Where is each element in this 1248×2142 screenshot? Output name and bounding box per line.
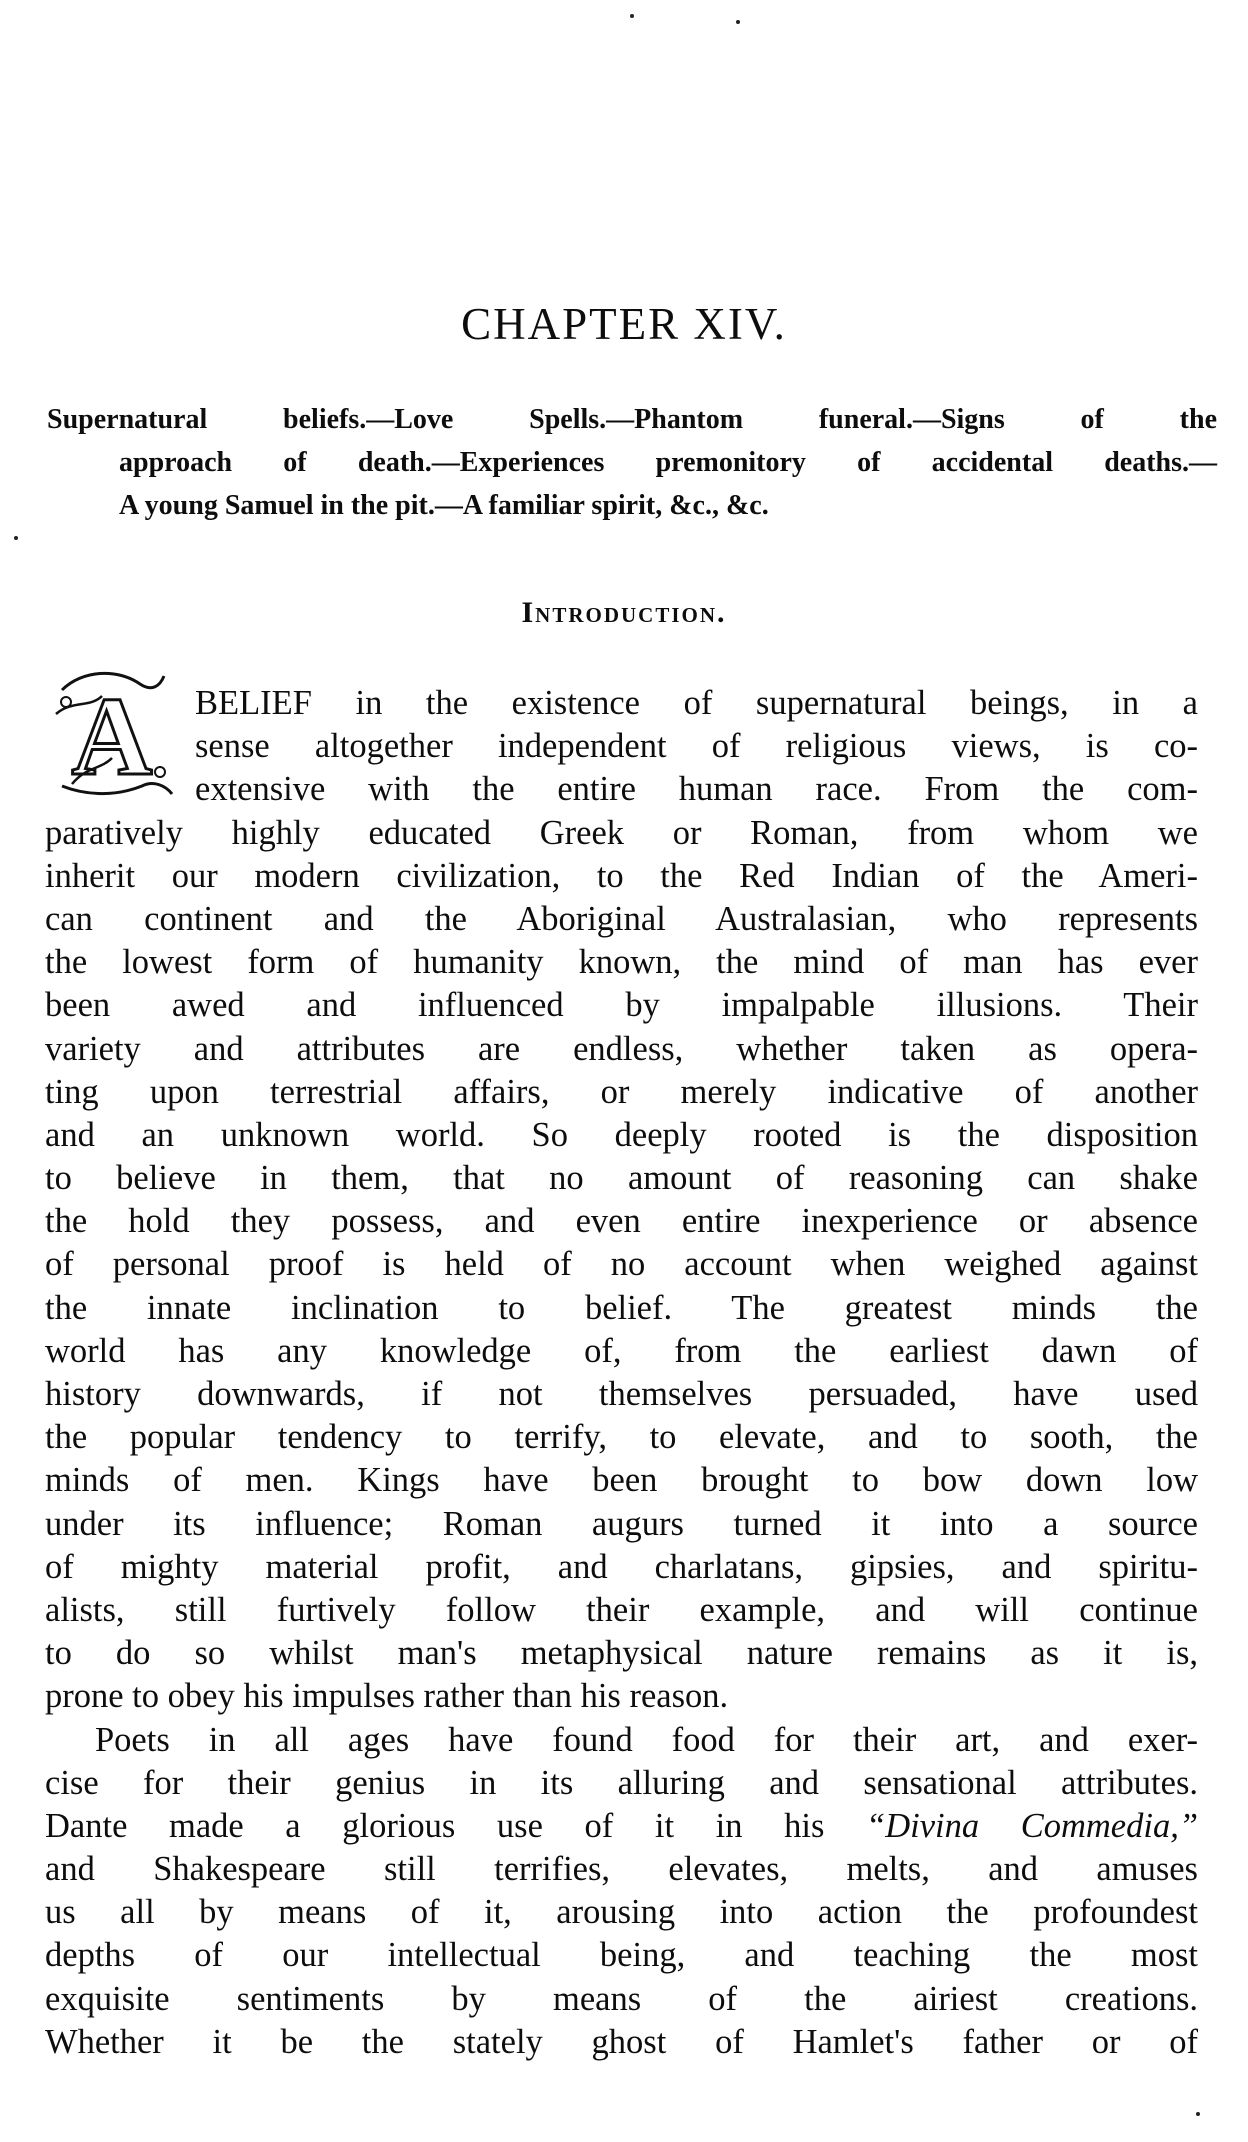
body-line: minds of men. Kings have been brought to bow down low bbox=[45, 1461, 1198, 1500]
body-line: Poets in all ages have found food for their art, and exer- bbox=[95, 1720, 1198, 1759]
body-line: ting upon terrestrial affairs, or merely indicative of another bbox=[45, 1072, 1198, 1111]
body-line: depths of our intellectual being, and teaching the most bbox=[45, 1936, 1198, 1975]
body-line: alists, still furtively follow their example, and will continue bbox=[45, 1590, 1198, 1629]
body-line: BELIEF in the existence of supernatural beings, in a bbox=[195, 684, 1198, 722]
body-line: to do so whilst man's metaphysical nature remains as it is, bbox=[45, 1634, 1198, 1673]
body-line: to believe in them, that no amount of reasoning can shake bbox=[45, 1159, 1198, 1198]
body-line: history downwards, if not themselves persuaded, have used bbox=[45, 1375, 1198, 1413]
body-line: the innate inclination to belief. The greatest minds the bbox=[45, 1288, 1198, 1327]
summary-line: approach of death.—Experiences premonitory of accidental deaths.— bbox=[119, 447, 1217, 478]
chapter-title: CHAPTER XIV. bbox=[461, 299, 787, 349]
body-line: exquisite sentiments by means of the airiest creations. bbox=[45, 1979, 1198, 2018]
body-line: and Shakespeare still terrifies, elevates, melts, and amuses bbox=[45, 1850, 1198, 1889]
body-line: prone to obey his impulses rather than his reason. bbox=[45, 1677, 729, 1716]
body-line: us all by means of it, arousing into action the profoundest bbox=[45, 1893, 1198, 1932]
body-line: under its influence; Roman augurs turned it into a source bbox=[45, 1504, 1198, 1543]
body-line: inherit our modern civilization, to the Red Indian of the Ameri- bbox=[45, 856, 1198, 895]
body-line bbox=[45, 1805, 1198, 1848]
body-line: variety and attributes are endless, whether taken as opera- bbox=[45, 1029, 1198, 1068]
body-line: been awed and influenced by impalpable illusions. Their bbox=[45, 986, 1198, 1025]
scan-speck bbox=[630, 14, 634, 18]
scan-speck bbox=[1196, 2112, 1200, 2116]
body-line: and an unknown world. So deeply rooted is the disposition bbox=[45, 1115, 1198, 1154]
body-line: of mighty material profit, and charlatans, gipsies, and spiritu- bbox=[45, 1547, 1198, 1586]
body-line: the lowest form of humanity known, the mind of man has ever bbox=[45, 943, 1198, 982]
chapter-summary bbox=[47, 398, 1217, 527]
scan-speck bbox=[14, 536, 18, 540]
body-line: paratively highly educated Greek or Roman, from whom we bbox=[45, 813, 1198, 852]
body-line: sense altogether independent of religious views, is co- bbox=[195, 727, 1198, 766]
body-line: the popular tendency to terrify, to elevate, and to sooth, the bbox=[45, 1418, 1198, 1457]
body-line: can continent and the Aboriginal Australasian, who represents bbox=[45, 899, 1198, 938]
summary-line: Supernatural beliefs.—Love Spells.—Phantom funeral.—Signs of the bbox=[47, 404, 1217, 435]
body-line: of personal proof is held of no account when weighed against bbox=[45, 1245, 1198, 1284]
body-line: Whether it be the stately ghost of Hamlet's father or of bbox=[45, 2022, 1198, 2061]
section-heading: Introduction. bbox=[521, 596, 727, 629]
summary-line: A young Samuel in the pit.—A familiar spirit, &c., &c. bbox=[119, 490, 769, 521]
body-line: world has any knowledge of, from the earliest dawn of bbox=[45, 1331, 1198, 1370]
body-line: extensive with the entire human race. From the com- bbox=[195, 770, 1198, 809]
work-title: “Divina Commedia,” bbox=[866, 1806, 1199, 1845]
body-text bbox=[45, 682, 1198, 2064]
drop-cap-letter: A bbox=[71, 675, 153, 799]
scan-speck bbox=[736, 20, 740, 24]
body-line: the hold they possess, and even entire inexperience or absence bbox=[45, 1202, 1198, 1241]
body-line-text: Dante made a glorious use of it in his bbox=[45, 1806, 825, 1845]
body-line: cise for their genius in its alluring and sensational attributes. bbox=[45, 1763, 1198, 1802]
